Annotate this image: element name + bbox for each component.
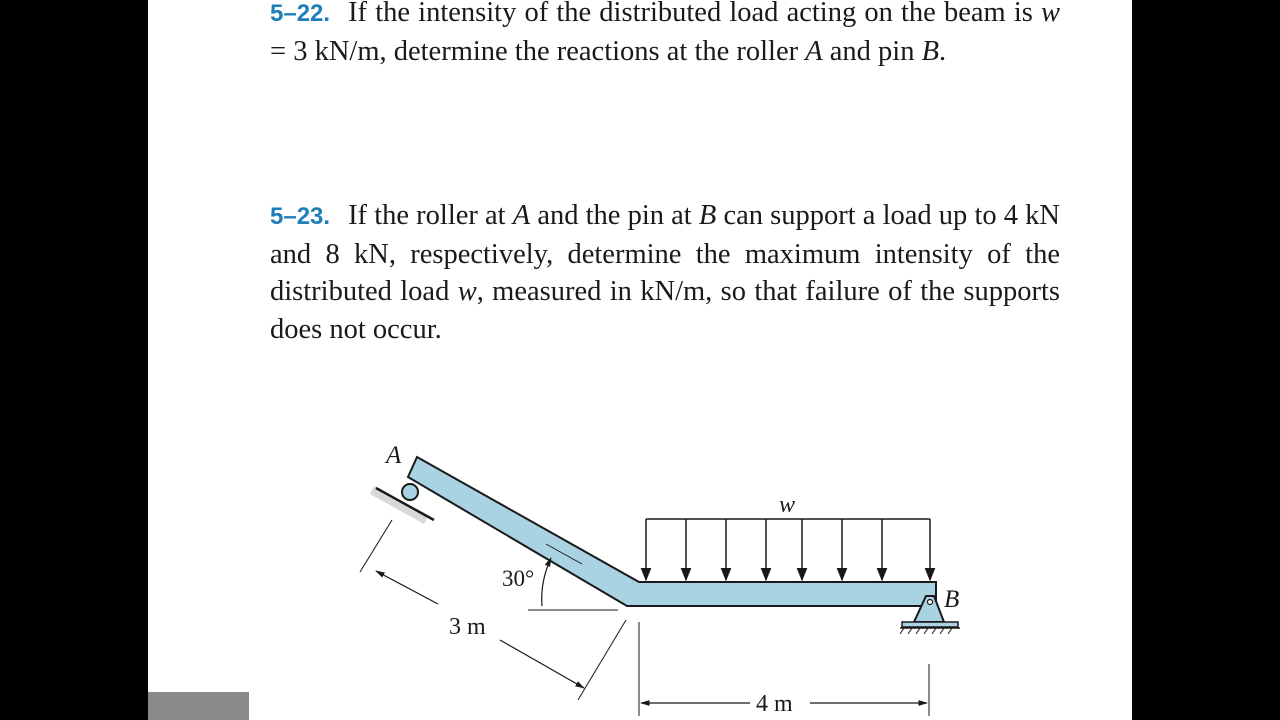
math-symbol: w [1040,0,1060,28]
page-edge-tab [148,692,249,720]
text-run: If the intensity of the distributed load acting on the beam is [348,0,1041,28]
label-a: A [386,442,402,469]
math-symbol: A [512,200,531,231]
math-symbol: B [921,35,940,67]
math-symbol: w [457,276,477,307]
text-run: , measured in kN/m, so that failure of the supports does not occur. [270,276,1060,345]
textbook-page [148,0,1132,720]
beam-figure [148,0,1132,720]
angle-label: 30° [502,566,535,591]
text-run: and pin [822,35,922,67]
text-run: . [939,35,947,67]
problem-number: 5–23. [270,203,331,230]
math-symbol: B [698,200,717,231]
distributed-load [646,519,930,580]
dimension-label-3m: 3 m [449,614,486,640]
text-run: can support a load up to 4 kN and 8 kN, respectively, determine the maximum intensity of the distributed load [270,200,1060,307]
math-symbol: A [805,35,823,67]
text-run: = 3 kN/m, determine the reactions at the roller [270,35,806,67]
beam [408,457,936,606]
label-w: w [779,492,796,518]
dimension-label-4m: 4 m [756,691,793,717]
problem-number: 5–22. [270,0,331,27]
roller-a [402,484,418,500]
label-b: B [944,586,960,613]
text-run: and the pin at [530,200,699,231]
text-run: If the roller at [348,200,513,231]
